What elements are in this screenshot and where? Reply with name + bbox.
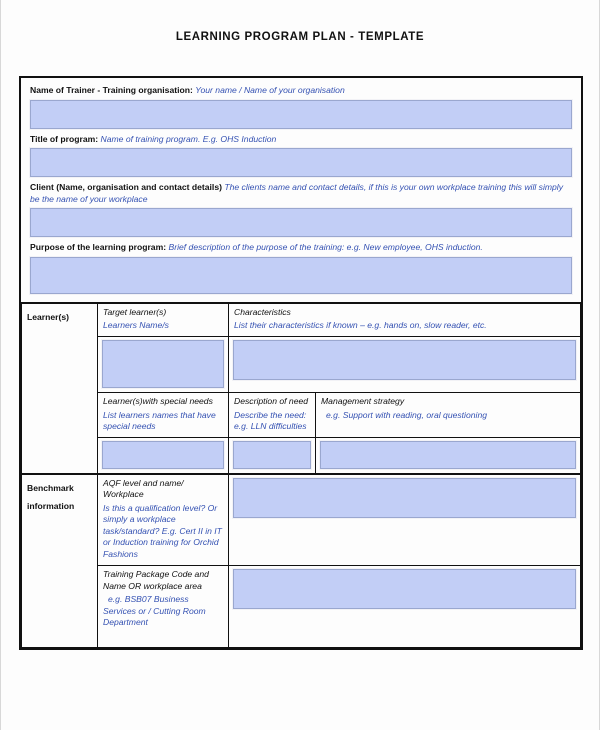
aqf-level-header-cell [98, 474, 229, 566]
field-group-trainer [30, 85, 572, 129]
benchmark-row-label-cell [22, 474, 98, 648]
target-learners-input[interactable] [102, 340, 224, 388]
characteristics-title: Characteristics [234, 306, 291, 317]
learners-row-label-cell [22, 303, 98, 474]
aqf-level-input[interactable] [233, 478, 576, 518]
field-group-client [30, 182, 572, 237]
characteristics-input-cell [229, 337, 581, 393]
characteristics-input[interactable] [233, 340, 576, 380]
plan-table [21, 302, 581, 648]
trainer-hint: Your name / Name of your organisation [195, 85, 345, 95]
training-package-input[interactable] [233, 569, 576, 609]
page-title: LEARNING PROGRAM PLAN - TEMPLATE [175, 31, 425, 43]
program-title-hint: Name of training program. E.g. OHS Induction [100, 133, 277, 144]
field-group-purpose [30, 242, 572, 294]
trainer-label: Name of Trainer - Training organisation: Your name / Name of your organisation [30, 85, 345, 95]
characteristics-hint: List their characteristics if known – e.g. hands on, slow reader, etc. [234, 320, 487, 331]
description-of-need-header-cell [229, 393, 316, 438]
training-package-input-cell [229, 566, 581, 648]
training-package-title: Training Package Code and Name OR workplace area [103, 569, 209, 591]
management-strategy-hint: e.g. Support with reading, oral questioning [326, 409, 487, 420]
table-row-benchmark-training-package [22, 566, 581, 648]
description-of-need-hint: Describe the need: e.g. LLN difficulties [234, 409, 307, 432]
management-strategy-input-cell [316, 437, 581, 474]
trainer-input[interactable] [30, 100, 572, 129]
benchmark-row-label: Benchmark information [27, 482, 75, 511]
special-needs-input[interactable] [102, 441, 224, 469]
field-group-program-title [30, 134, 572, 178]
management-strategy-header-cell [316, 393, 581, 438]
purpose-input[interactable] [30, 257, 572, 294]
purpose-hint: Brief description of the purpose of the training: e.g. New employee, OHS induction. [168, 242, 483, 253]
special-needs-input-cell [98, 437, 229, 474]
form-frame [19, 76, 583, 650]
client-input[interactable] [30, 208, 572, 237]
characteristics-header-cell [229, 303, 581, 337]
client-label: Client (Name, organisation and contact details) The clients name and contact details, if this is your own workplace training this will simply be the name of your workplace [30, 182, 564, 204]
program-title-label: Title of program: Name of training program. E.g. OHS Induction [30, 133, 277, 144]
management-strategy-input[interactable] [320, 441, 576, 469]
training-package-hint: e.g. BSB07 Business Services or / Cutting Room Department [103, 594, 206, 628]
description-of-need-title: Description of need [234, 396, 309, 406]
management-strategy-title: Management strategy [321, 396, 405, 406]
aqf-level-title: AQF level and name/ Workplace [103, 477, 184, 500]
target-learners-title: Target learner(s) [103, 306, 167, 317]
table-row-special-needs-inputs [22, 437, 581, 474]
program-title-input[interactable] [30, 148, 572, 177]
header-fields-block [21, 78, 581, 302]
table-row-learner-header [22, 303, 581, 337]
purpose-label: Purpose of the learning program: Brief description of the purpose of the training: e.g. New employee, OHS induction. [30, 242, 483, 253]
description-of-need-input[interactable] [233, 441, 311, 469]
target-learners-input-cell [98, 337, 229, 393]
special-needs-title: Learner(s)with special needs [103, 396, 213, 406]
aqf-level-input-cell [229, 474, 581, 566]
table-row-benchmark-aqf [22, 474, 581, 566]
client-hint: The clients name and contact details, if this is your own workplace training this will simply be the name of your workplace [30, 182, 564, 204]
training-package-header-cell [98, 566, 229, 648]
table-row-special-needs-header [22, 393, 581, 438]
special-needs-header-cell [98, 393, 229, 438]
target-learners-hint: Learners Name/s [103, 320, 169, 331]
description-of-need-input-cell [229, 437, 316, 474]
aqf-level-hint: Is this a qualification level? Or simply a workplace task/standard? E.g. Cert II in IT or Induction training for Orchid Fashions [103, 502, 222, 559]
learners-row-label: Learner(s) [27, 311, 70, 322]
table-row-learner-inputs [22, 337, 581, 393]
target-learners-header-cell [98, 303, 229, 337]
special-needs-hint: List learners names that have special needs [103, 409, 216, 432]
